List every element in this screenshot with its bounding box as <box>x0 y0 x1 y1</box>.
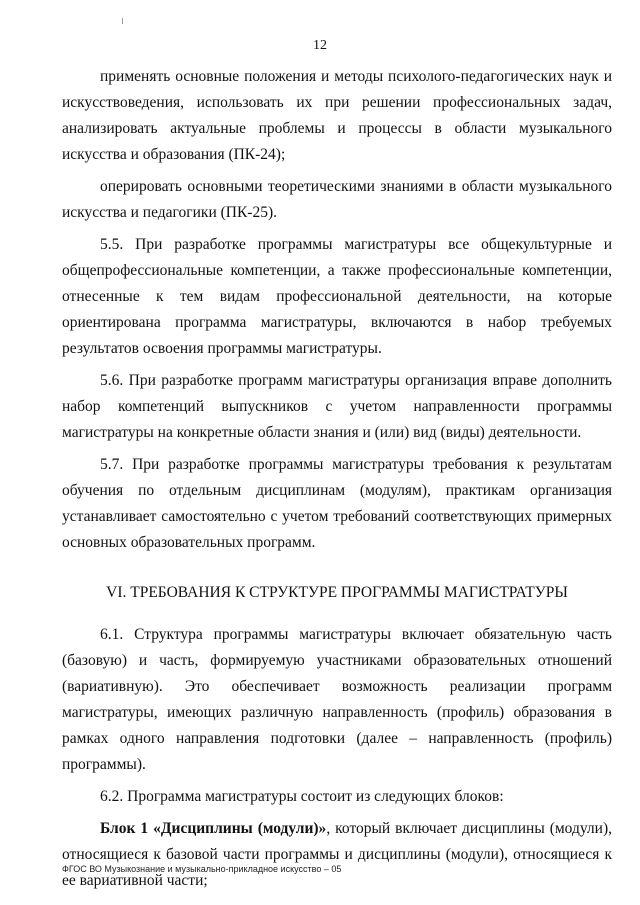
scan-mark <box>122 18 123 24</box>
body-text <box>62 64 612 894</box>
footer: ФГОС ВО Музыкознание и музыкально-прикладное искусство – 05 <box>62 864 342 874</box>
block-1-title: Блок 1 «Дисциплины (модули)» <box>100 820 327 837</box>
paragraph-pk25: оперировать основными теоретическими знаниями в области музыкального искусства и педагогики (ПК-25). <box>62 178 612 221</box>
paragraph-6-1: 6.1. Структура программы магистратуры включает обязательную часть (базовую) и часть, формируемую участниками образовательных отношений (вариативную). Это обеспечивает возможность реализации программ магистратуры, имеющих различную направленность (профиль) образования в рамках одного направления подготовки (далее – направленность (профиль) программы). <box>62 626 612 773</box>
section-heading: VI. ТРЕБОВАНИЯ К СТРУКТУРЕ ПРОГРАММЫ МАГИСТРАТУРЫ <box>106 584 568 601</box>
paragraph-pk24: применять основные положения и методы психолого-педагогических наук и искусствоведения, использовать их при решении профессиональных задач, анализировать актуальные проблемы и процессы в области музыкального искусства и образования (ПК-24); <box>62 68 612 163</box>
paragraph-5-5: 5.5. При разработке программы магистратуры все общекультурные и общепрофессиональные компетенции, а также профессиональные компетенции, отнесенные к тем видам профессиональной деятельности, на которые ориентирована программа магистратуры, включаются в набор требуемых результатов освоения программы магистратуры. <box>62 236 612 357</box>
page-number: 12 <box>313 38 327 53</box>
paragraph-5-7: 5.7. При разработке программы магистратуры требования к результатам обучения по отдельным дисциплинам (модулям), практикам организация устанавливает самостоятельно с учетом требований соответствующих примерных основных образовательных программ. <box>62 456 612 551</box>
paragraph-6-2: 6.2. Программа магистратуры состоит из следующих блоков: <box>100 788 504 805</box>
paragraph-block-1 <box>62 816 612 894</box>
paragraph-5-6: 5.6. При разработке программ магистратуры организация вправе дополнить набор компетенций выпускников с учетом направленности программы магистратуры на конкретные области знания и (или) вид (виды) деятельности. <box>62 372 612 441</box>
block-1-description: , который включает дисциплины (модули), относящиеся к базовой части программы и дисциплины (модули), относящиеся к ее вариативной части; <box>62 820 612 889</box>
